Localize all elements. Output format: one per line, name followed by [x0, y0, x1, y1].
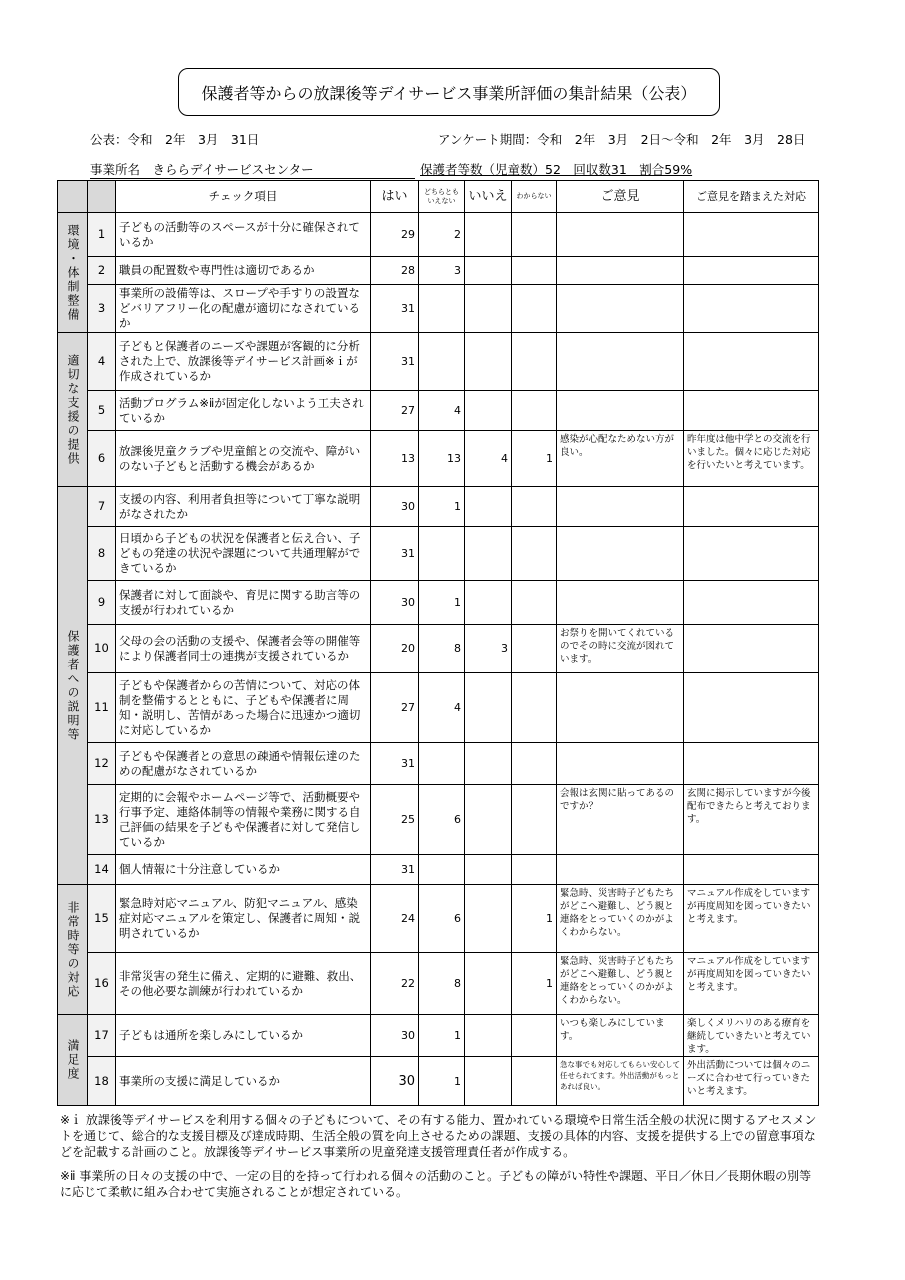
check-item: 定期的に会報やホームページ等で、活動概要や行事予定、連絡体制等の情報や業務に関する自己評価の結果を子どもや保護者に対して発信しているか: [116, 785, 371, 855]
count-no: 3: [465, 625, 512, 673]
opinion-cell: 緊急時、災害時子どもたちがどこへ避難し、どう親と連絡をとっていくのかがよくわからない。: [557, 953, 684, 1015]
count-yes: 27: [371, 391, 419, 431]
row-number: 1: [88, 213, 116, 257]
header-unknown: わからない: [512, 181, 557, 213]
table-row: [58, 743, 819, 785]
count-no: [465, 391, 512, 431]
response-cell: 楽しくメリハリのある療育を継続していきたいと考えています。: [684, 1015, 819, 1057]
count-unknown: 1: [512, 953, 557, 1015]
count-unknown: [512, 743, 557, 785]
count-no: [465, 953, 512, 1015]
opinion-cell: 緊急時、災害時子どもたちがどこへ避難し、どう親と連絡をとっていくのかがよくわからない。: [557, 885, 684, 953]
count-no: 4: [465, 431, 512, 487]
row-number: 8: [88, 527, 116, 581]
opinion-cell: [557, 855, 684, 885]
table-row: [58, 625, 819, 673]
table-row: [58, 785, 819, 855]
facility-name: 事業所名 きららデイサービスセンター: [90, 160, 415, 179]
response-cell: [684, 391, 819, 431]
count-no: [465, 581, 512, 625]
count-unknown: [512, 527, 557, 581]
response-cell: [684, 855, 819, 885]
check-item: 緊急時対応マニュアル、防犯マニュアル、感染症対応マニュアルを策定し、保護者に周知・説明されているか: [116, 885, 371, 953]
category-cell: 非常時等の対応: [58, 885, 88, 1015]
count-unknown: [512, 285, 557, 333]
check-item: 子どもや保護者との意思の疎通や情報伝達のための配慮がなされているか: [116, 743, 371, 785]
header-neither: どちらともいえない: [419, 181, 465, 213]
opinion-cell: [557, 527, 684, 581]
table-row: [58, 1057, 819, 1106]
table-row: [58, 673, 819, 743]
table-row: [58, 487, 819, 527]
count-yes: 31: [371, 855, 419, 885]
count-no: [465, 785, 512, 855]
count-no: [465, 673, 512, 743]
header-no: いいえ: [465, 181, 512, 213]
row-number: 6: [88, 431, 116, 487]
count-unknown: [512, 257, 557, 285]
table-row: [58, 213, 819, 257]
table-row: [58, 1015, 819, 1057]
response-cell: [684, 285, 819, 333]
opinion-cell: 急な事でも対応してもらい安心して任せられてます。外出活動がもっとあれば良い。: [557, 1057, 684, 1106]
count-yes: 31: [371, 333, 419, 391]
table-row: [58, 953, 819, 1015]
row-number: 15: [88, 885, 116, 953]
check-item: 職員の配置数や専門性は適切であるか: [116, 257, 371, 285]
count-unknown: [512, 1057, 557, 1106]
count-neither: [419, 855, 465, 885]
count-yes: 31: [371, 285, 419, 333]
opinion-cell: [557, 581, 684, 625]
count-unknown: [512, 213, 557, 257]
count-neither: 1: [419, 581, 465, 625]
opinion-cell: 会報は玄関に貼ってあるのですか？: [557, 785, 684, 855]
row-number: 12: [88, 743, 116, 785]
count-yes: 30: [371, 487, 419, 527]
table-row: [58, 333, 819, 391]
count-yes: 30: [371, 1057, 419, 1106]
count-neither: 6: [419, 885, 465, 953]
count-neither: 13: [419, 431, 465, 487]
count-yes: 30: [371, 581, 419, 625]
count-neither: 6: [419, 785, 465, 855]
count-no: [465, 1015, 512, 1057]
count-neither: 2: [419, 213, 465, 257]
table-row: [58, 527, 819, 581]
count-unknown: [512, 333, 557, 391]
table-row: [58, 855, 819, 885]
check-item: 個人情報に十分注意しているか: [116, 855, 371, 885]
count-neither: 1: [419, 487, 465, 527]
count-no: [465, 885, 512, 953]
table-row: [58, 285, 819, 333]
check-item: 子どもや保護者からの苦情について、対応の体制を整備するとともに、子どもや保護者に周知・説明し、苦情があった場合に迅速かつ適切に対応しているか: [116, 673, 371, 743]
count-neither: 4: [419, 673, 465, 743]
check-item: 日頃から子どもの状況を保護者と伝え合い、子どもの発達の状況や課題について共通理解ができているか: [116, 527, 371, 581]
count-yes: 24: [371, 885, 419, 953]
row-number: 16: [88, 953, 116, 1015]
row-number: 2: [88, 257, 116, 285]
opinion-cell: [557, 257, 684, 285]
count-no: [465, 213, 512, 257]
count-no: [465, 333, 512, 391]
row-number: 17: [88, 1015, 116, 1057]
category-cell: 満足度: [58, 1015, 88, 1106]
footnote-1: ※ｉ 放課後等デイサービスを利用する個々の子どもについて、その有する能力、置かれている環境や日常生活全般の状況に関するアセスメントを通じて、総合的な支援目標及び達成時期、生活全般の質を向上させるための課題、支援の具体的内容、支援を提供する上での留意事項などを記載する計画のこと。放課後等デイサービス事業所の児童発達支援管理責任者が作成する。: [60, 1113, 817, 1159]
header-item: チェック項目: [116, 181, 371, 213]
opinion-cell: [557, 391, 684, 431]
table-row: [58, 257, 819, 285]
count-yes: 13: [371, 431, 419, 487]
opinion-cell: [557, 487, 684, 527]
count-neither: 3: [419, 257, 465, 285]
check-item: 父母の会の活動の支援や、保護者会等の開催等により保護者同士の連携が支援されているか: [116, 625, 371, 673]
table-header: [58, 181, 819, 213]
response-cell: [684, 527, 819, 581]
count-neither: 1: [419, 1015, 465, 1057]
category-cell: 保護者への説明等: [58, 487, 88, 885]
opinion-cell: [557, 285, 684, 333]
count-neither: 4: [419, 391, 465, 431]
opinion-cell: [557, 333, 684, 391]
check-item: 子どもの活動等のスペースが十分に確保されているか: [116, 213, 371, 257]
row-number: 10: [88, 625, 116, 673]
row-number: 7: [88, 487, 116, 527]
count-unknown: [512, 1015, 557, 1057]
response-cell: 外出活動については個々のニーズに合わせて行っていきたいと考えます。: [684, 1057, 819, 1106]
row-number: 13: [88, 785, 116, 855]
check-item: 子どもは通所を楽しみにしているか: [116, 1015, 371, 1057]
response-cell: マニュアル作成をしていますが再度周知を図っていきたいと考えます。: [684, 953, 819, 1015]
count-unknown: 1: [512, 885, 557, 953]
response-cell: [684, 673, 819, 743]
count-yes: 31: [371, 527, 419, 581]
count-unknown: [512, 625, 557, 673]
header-yes: はい: [371, 181, 419, 213]
published-date: 公表：令和 2年 3月 31日: [90, 132, 260, 147]
opinion-cell: お祭りを開いてくれているのでその時に交流が図れています。: [557, 625, 684, 673]
count-no: [465, 257, 512, 285]
count-yes: 25: [371, 785, 419, 855]
check-item: 子どもと保護者のニーズや課題が客観的に分析された上で、放課後等デイサービス計画※ｉが作成されているか: [116, 333, 371, 391]
response-cell: [684, 333, 819, 391]
check-item: 活動プログラム※ⅱが固定化しないよう工夫されているか: [116, 391, 371, 431]
count-yes: 30: [371, 1015, 419, 1057]
response-cell: [684, 743, 819, 785]
count-neither: 8: [419, 953, 465, 1015]
response-cell: 昨年度は他中学との交流を行いました。個々に応じた対応を行いたいと考えています。: [684, 431, 819, 487]
row-number: 14: [88, 855, 116, 885]
evaluation-table: [57, 180, 819, 1106]
count-no: [465, 487, 512, 527]
row-number: 4: [88, 333, 116, 391]
document-title: 保護者等からの放課後等デイサービス事業所評価の集計結果（公表）: [178, 68, 720, 116]
check-item: 保護者に対して面談や、育児に関する助言等の支援が行われているか: [116, 581, 371, 625]
count-yes: 31: [371, 743, 419, 785]
survey-stats: 保護者等数（児童数）52 回収数31 割合59%: [420, 162, 693, 177]
table-row: [58, 391, 819, 431]
opinion-cell: [557, 743, 684, 785]
check-item: 事業所の支援に満足しているか: [116, 1057, 371, 1106]
opinion-cell: [557, 213, 684, 257]
count-unknown: [512, 855, 557, 885]
table-row: [58, 431, 819, 487]
count-unknown: [512, 581, 557, 625]
count-yes: 20: [371, 625, 419, 673]
response-cell: [684, 625, 819, 673]
footnotes: [60, 1112, 820, 1208]
category-cell: 環境・体制整備: [58, 213, 88, 333]
table-row: [58, 581, 819, 625]
count-no: [465, 855, 512, 885]
row-number: 3: [88, 285, 116, 333]
response-cell: [684, 581, 819, 625]
count-no: [465, 527, 512, 581]
count-no: [465, 1057, 512, 1106]
survey-period: アンケート期間：令和 2年 3月 2日～令和 2年 3月 28日: [438, 132, 806, 147]
count-neither: [419, 527, 465, 581]
count-unknown: 1: [512, 431, 557, 487]
count-yes: 27: [371, 673, 419, 743]
response-cell: [684, 213, 819, 257]
count-neither: [419, 743, 465, 785]
header-response: ご意見を踏まえた対応: [684, 181, 819, 213]
response-cell: [684, 257, 819, 285]
count-no: [465, 285, 512, 333]
count-neither: [419, 285, 465, 333]
check-item: 放課後児童クラブや児童館との交流や、障がいのない子どもと活動する機会があるか: [116, 431, 371, 487]
opinion-cell: [557, 673, 684, 743]
check-item: 事業所の設備等は、スロープや手すりの設置などバリアフリー化の配慮が適切になされているか: [116, 285, 371, 333]
count-unknown: [512, 785, 557, 855]
footnote-2: ※ⅱ 事業所の日々の支援の中で、一定の目的を持って行われる個々の活動のこと。子どもの障がい特性や課題、平日／休日／長期休暇の別等に応じて柔軟に組み合わせて実施されることが想定されている。: [60, 1169, 812, 1199]
check-item: 支援の内容、利用者負担等について丁寧な説明がなされたか: [116, 487, 371, 527]
count-neither: [419, 333, 465, 391]
response-cell: 玄関に掲示していますが今後配布できたらと考えております。: [684, 785, 819, 855]
count-yes: 22: [371, 953, 419, 1015]
count-unknown: [512, 487, 557, 527]
category-cell: 適切な支援の提供: [58, 333, 88, 487]
row-number: 11: [88, 673, 116, 743]
response-cell: [684, 487, 819, 527]
count-unknown: [512, 673, 557, 743]
count-neither: 8: [419, 625, 465, 673]
row-number: 18: [88, 1057, 116, 1106]
count-yes: 28: [371, 257, 419, 285]
count-unknown: [512, 391, 557, 431]
opinion-cell: いつも楽しみにしています。: [557, 1015, 684, 1057]
header-opinion: ご意見: [557, 181, 684, 213]
check-item: 非常災害の発生に備え、定期的に避難、救出、その他必要な訓練が行われているか: [116, 953, 371, 1015]
table-row: [58, 885, 819, 953]
row-number: 9: [88, 581, 116, 625]
count-no: [465, 743, 512, 785]
opinion-cell: 感染が心配なためない方が良い。: [557, 431, 684, 487]
count-neither: 1: [419, 1057, 465, 1106]
response-cell: マニュアル作成をしていますが再度周知を図っていきたいと考えます。: [684, 885, 819, 953]
row-number: 5: [88, 391, 116, 431]
count-yes: 29: [371, 213, 419, 257]
